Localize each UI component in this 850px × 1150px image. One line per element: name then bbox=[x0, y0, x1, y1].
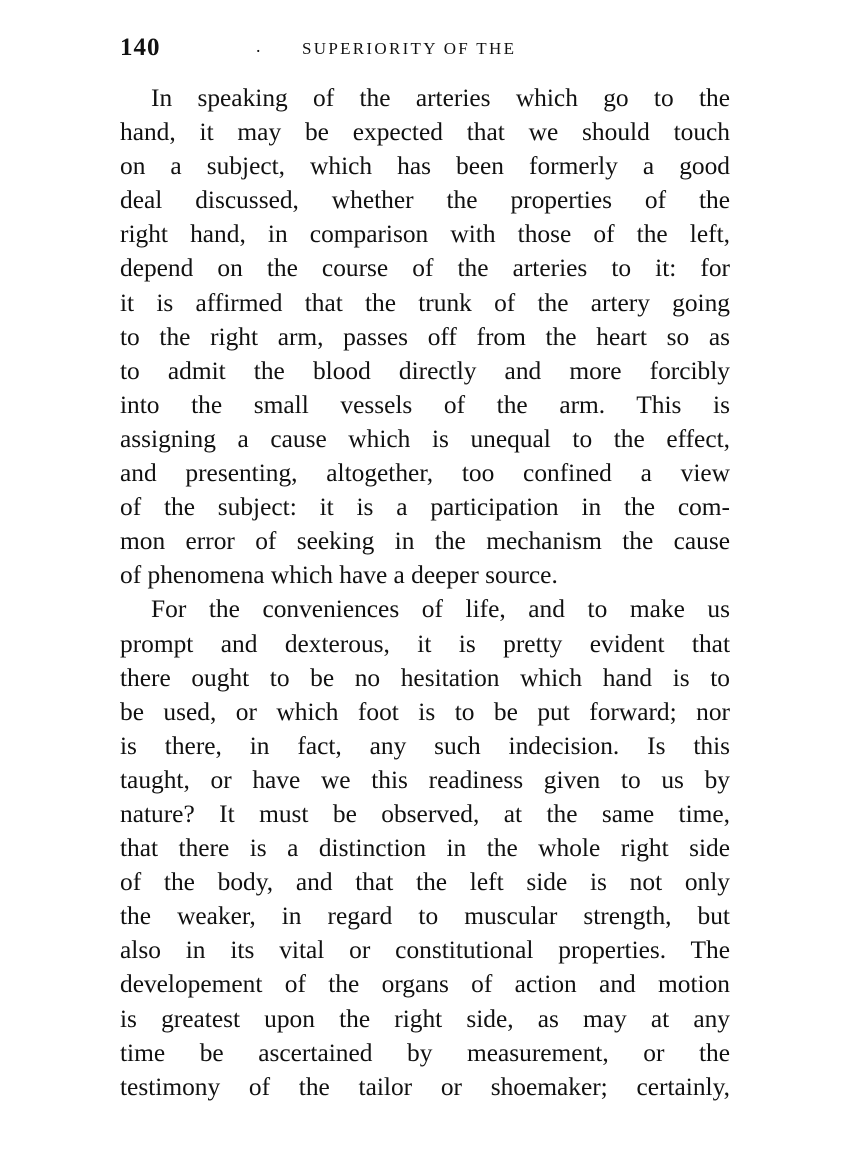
paragraph-2 bbox=[120, 592, 730, 1103]
text-line: that there is a distinction in the whole right side bbox=[120, 834, 730, 863]
text-line: testimony of the tailor or shoemaker; certainly, bbox=[120, 1072, 730, 1101]
paragraph-1 bbox=[120, 81, 730, 592]
text-line: to admit the blood directly and more forcibly bbox=[120, 356, 730, 385]
page-number: 140 bbox=[120, 34, 161, 61]
text-line: on a subject, which has been formerly a good bbox=[120, 152, 730, 181]
text-line: of the body, and that the left side is not only bbox=[120, 868, 730, 897]
text-line: is greatest upon the right side, as may at any bbox=[120, 1004, 730, 1033]
text-line: nature? It must be observed, at the same time, bbox=[120, 799, 730, 828]
text-line: mon error of seeking in the mechanism the cause bbox=[120, 527, 730, 556]
text-line: it is affirmed that the trunk of the artery going bbox=[120, 288, 730, 317]
text-line: For the conveniences of life, and to make us bbox=[151, 595, 730, 624]
running-head-mark: . bbox=[256, 36, 261, 56]
text-line: depend on the course of the arteries to it: for bbox=[120, 254, 730, 283]
text-line: and presenting, altogether, too confined a view bbox=[120, 459, 730, 488]
text-line: prompt and dexterous, it is pretty evident that bbox=[120, 629, 730, 658]
text-line: In speaking of the arteries which go to the bbox=[151, 84, 730, 112]
text-line: hand, it may be expected that we should touch bbox=[120, 118, 730, 147]
text-line: time be ascertained by measurement, or the bbox=[120, 1038, 730, 1067]
text-line: also in its vital or constitutional properties. The bbox=[120, 936, 730, 965]
running-head-title: SUPERIORITY OF THE bbox=[302, 39, 517, 58]
body-text bbox=[120, 81, 730, 1104]
text-line: into the small vessels of the arm. This is bbox=[120, 390, 730, 419]
text-line: is there, in fact, any such indecision. Is this bbox=[120, 731, 730, 760]
text-line: be used, or which foot is to be put forward; nor bbox=[120, 697, 730, 726]
text-line: there ought to be no hesitation which hand is to bbox=[120, 663, 730, 692]
text-line: of phenomena which have a deeper source. bbox=[120, 561, 558, 590]
text-line: taught, or have we this readiness given to us by bbox=[120, 765, 730, 794]
text-line: deal discussed, whether the properties of the bbox=[120, 186, 730, 215]
text-line: of the subject: it is a participation in the com- bbox=[120, 493, 730, 522]
running-head bbox=[120, 34, 730, 68]
text-line: the weaker, in regard to muscular strength, but bbox=[120, 902, 730, 931]
text-line: developement of the organs of action and motion bbox=[120, 970, 730, 999]
text-line: assigning a cause which is unequal to the effect, bbox=[120, 424, 730, 453]
text-line: right hand, in comparison with those of the left, bbox=[120, 220, 730, 249]
text-line: to the right arm, passes off from the heart so as bbox=[120, 322, 730, 351]
